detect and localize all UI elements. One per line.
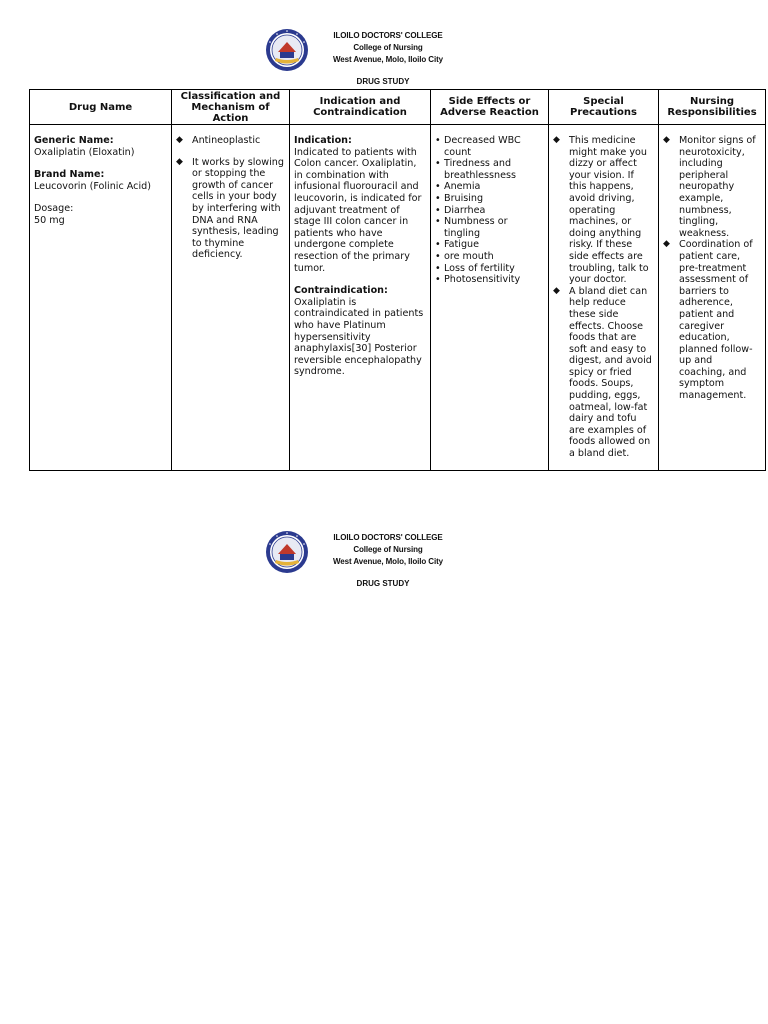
list-item: ◆ It works by slowing or stopping the growth of cancer cells in your body by interfering with DNA and RNA synthesis, leading to thymine deficiency. [176,157,285,261]
drug-name-cell [30,125,172,471]
indication-cell [290,125,431,471]
header-side-effects: Side Effects or Adverse Reaction [431,90,549,125]
header-precautions: Special Precautions [549,90,659,125]
header-indication: Indication and Contraindication [290,90,431,125]
dosage-label: Dosage: [34,203,74,215]
generic-name-label: Generic Name: [34,135,114,146]
nursing-list [663,135,761,402]
drug-study-table [29,89,766,471]
brand-name-value: Leucovorin (Folinic Acid) [34,180,151,192]
contraindication-label: Contraindication: [294,285,388,297]
classification-cell [172,125,290,471]
list-item: • Fatigue [435,239,544,251]
page-2-header [0,530,768,590]
list-item: • ore mouth [435,251,544,263]
header-drug-name: Drug Name [30,90,172,125]
generic-name-value: Oxaliplatin (Eloxatin) [34,146,135,158]
list-item: • Tiredness and breathlessness [435,158,544,181]
list-item: • Diarrhea [435,205,544,217]
precautions-cell [549,125,659,471]
list-item: • Photosensitivity [435,274,544,286]
list-item: ◆ Coordination of patient care, pre-treatment assessment of barriers to adherence, patient and caregiver education, planned follow-up and coaching, and symptom management. [663,239,761,401]
school-name: ILOILO DOCTORS' COLLEGE [333,533,443,542]
college-seal-logo [265,530,309,574]
contraindication-text: Oxaliplatin is contraindicated in patients who have Platinum hypersensitivity anaphylaxis[30] Posterior reversible encephalopathy syndrome. [294,296,424,378]
list-item: ◆ A bland diet can help reduce these side effects. Choose foods that are soft and easy to digest, and avoid spicy or fried foods. Soups, pudding, eggs, oatmeal, low-fat dairy and tofu are examples of foods allowed on a bland diet. [553,286,654,460]
classification-list [176,135,285,261]
list-item: ◆ Antineoplastic [176,135,285,147]
list-item: ◆ This medicine might make you dizzy or affect your vision. If this happens, avoid driving, operating machines, or doing anything risky. If these side effects are troubling, talk to your doctor. [553,135,654,286]
nursing-cell [659,125,766,471]
college-name: College of Nursing [353,545,423,554]
header-classification: Classification and Mechanism of Action [172,90,290,125]
table-header-row [30,90,766,125]
header-nursing: Nursing Responsibilities [659,90,766,125]
college-address: West Avenue, Molo, Iloilo City [332,557,444,566]
list-item: • Numbness or tingling [435,216,544,239]
table-row [30,125,766,471]
side-effects-cell [431,125,549,471]
precautions-list [553,135,654,460]
school-name: ILOILO DOCTORS' COLLEGE [333,31,443,40]
dosage-value: 50 mg [34,214,65,226]
list-item: • Decreased WBC count [435,135,544,158]
list-item: • Bruising [435,193,544,205]
college-info [318,532,458,568]
indication-label: Indication: [294,135,352,146]
side-effects-list [435,135,544,286]
list-item: ◆ Monitor signs of neurotoxicity, including peripheral neuropathy example, numbness, tingling, weakness. [663,135,761,239]
college-info [318,30,458,66]
list-item: • Anemia [435,181,544,193]
college-address: West Avenue, Molo, Iloilo City [332,55,444,64]
list-item: • Loss of fertility [435,263,544,275]
page-title: DRUG STUDY [356,77,410,86]
college-name: College of Nursing [353,43,423,52]
college-seal-logo [265,28,309,72]
page-header [0,28,768,88]
indication-text: Indicated to patients with Colon cancer. Oxaliplatin, in combination with infusional fluorouracil and leucovorin, is indicated for adjuvant treatment of stage III colon cancer in patients who have undergone complete resection of the primary tumor. [294,146,422,274]
brand-name-label: Brand Name: [34,169,105,181]
page-title: DRUG STUDY [356,579,410,588]
